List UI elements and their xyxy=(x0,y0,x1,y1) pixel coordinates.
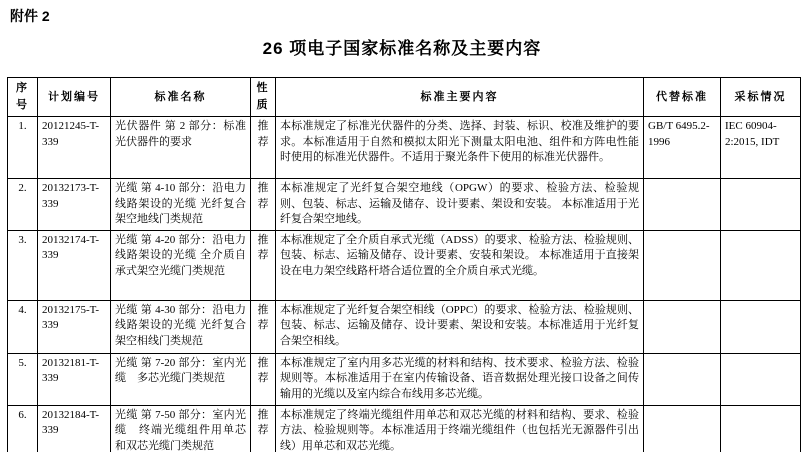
cell-nature: 推荐 xyxy=(251,117,276,179)
cell-nature: 推荐 xyxy=(251,179,276,231)
col-header-plan-no: 计划编号 xyxy=(38,78,111,117)
cell-plan-no: 20132181-T-339 xyxy=(38,353,111,405)
col-header-nature: 性质 xyxy=(251,78,276,117)
cell-no: 6. xyxy=(8,405,38,452)
table-row xyxy=(8,117,801,179)
cell-plan-no: 20132175-T-339 xyxy=(38,300,111,353)
table-header-row xyxy=(8,78,801,117)
cell-adoption xyxy=(721,179,801,231)
cell-no: 5. xyxy=(8,353,38,405)
cell-plan-no: 20132173-T-339 xyxy=(38,179,111,231)
cell-adoption xyxy=(721,300,801,353)
cell-content: 本标准规定了全介质自承式光缆（ADSS）的要求、检验方法、检验规则、包装、标志、运输及储存、设计要素、安装和架设。 本标准适用于直接架设在电力架空线路杆塔合适位置的全介质自承式光缆。 xyxy=(276,230,644,300)
cell-standard-name: 光缆 第 4-20 部分：沿电力线路架设的光缆 全介质自承式架空光缆门类规范 xyxy=(111,230,251,300)
cell-content: 本标准规定了室内用多芯光缆的材料和结构、技术要求、检验方法、检验规则等。本标准适用于在室内传输设备、语音数据处理光接口设备之间传输用的光缆以及室内综合布线用多芯光缆。 xyxy=(276,353,644,405)
table-row xyxy=(8,179,801,231)
cell-standard-name: 光缆 第 4-30 部分：沿电力线路架设的光缆 光纤复合架空相线门类规范 xyxy=(111,300,251,353)
cell-standard-name: 光伏器件 第 2 部分：标准光伏器件的要求 xyxy=(111,117,251,179)
cell-content: 本标准规定了标准光伏器件的分类、选择、封装、标识、校准及维护的要求。本标准适用于自然和模拟太阳光下测量太阳电池、组件和方阵电性能时使用的标准光伏器件。不适用于聚光条件下使用的标准光伏器件。 xyxy=(276,117,644,179)
page-title: 26 项电子国家标准名称及主要内容 xyxy=(262,39,542,58)
cell-nature: 推荐 xyxy=(251,405,276,452)
standards-table xyxy=(7,77,801,452)
cell-no: 1. xyxy=(8,117,38,179)
cell-content: 本标准规定了终端光缆组件用单芯和双芯光缆的材料和结构、要求、检验方法、检验规则等。本标准适用于终端光缆组件（也包括光无源器件引出线）用单芯和双芯光缆。 xyxy=(276,405,644,452)
table-row xyxy=(8,353,801,405)
cell-content: 本标准规定了光纤复合架空地线（OPGW）的要求、检验方法、检验规则、包装、标志、运输及储存、设计要素、架设和安装。 本标准适用于光纤复合架空地线。 xyxy=(276,179,644,231)
cell-adoption: IEC 60904-2:2015, IDT xyxy=(721,117,801,179)
cell-content: 本标准规定了光纤复合架空相线（OPPC）的要求、检验方法、检验规则、包装、标志、运输及储存、设计要素、架设和安装。本标准适用于光纤复合架空相线。 xyxy=(276,300,644,353)
cell-replaces xyxy=(644,300,721,353)
cell-nature: 推荐 xyxy=(251,230,276,300)
cell-standard-name: 光缆 第 7-20 部分：室内光缆 多芯光缆门类规范 xyxy=(111,353,251,405)
cell-plan-no: 20121245-T-339 xyxy=(38,117,111,179)
cell-replaces xyxy=(644,405,721,452)
cell-no: 3. xyxy=(8,230,38,300)
cell-standard-name: 光缆 第 7-50 部分：室内光缆 终端光缆组件用单芯和双芯光缆门类规范 xyxy=(111,405,251,452)
cell-replaces xyxy=(644,230,721,300)
col-header-name: 标准名称 xyxy=(111,78,251,117)
col-header-replaces: 代替标准 xyxy=(644,78,721,117)
attachment-label: 附件 2 xyxy=(10,8,50,24)
cell-no: 4. xyxy=(8,300,38,353)
cell-replaces xyxy=(644,353,721,405)
cell-replaces: GB/T 6495.2-1996 xyxy=(644,117,721,179)
table-row xyxy=(8,300,801,353)
cell-nature: 推荐 xyxy=(251,353,276,405)
cell-standard-name: 光缆 第 4-10 部分：沿电力线路架设的光缆 光纤复合架空地线门类规范 xyxy=(111,179,251,231)
col-header-adoption: 采标情况 xyxy=(721,78,801,117)
cell-nature: 推荐 xyxy=(251,300,276,353)
cell-adoption xyxy=(721,405,801,452)
table-row xyxy=(8,405,801,452)
col-header-content: 标准主要内容 xyxy=(276,78,644,117)
cell-no: 2. xyxy=(8,179,38,231)
cell-replaces xyxy=(644,179,721,231)
cell-plan-no: 20132184-T-339 xyxy=(38,405,111,452)
cell-adoption xyxy=(721,353,801,405)
table-row xyxy=(8,230,801,300)
cell-adoption xyxy=(721,230,801,300)
cell-plan-no: 20132174-T-339 xyxy=(38,230,111,300)
col-header-no: 序号 xyxy=(8,78,38,117)
